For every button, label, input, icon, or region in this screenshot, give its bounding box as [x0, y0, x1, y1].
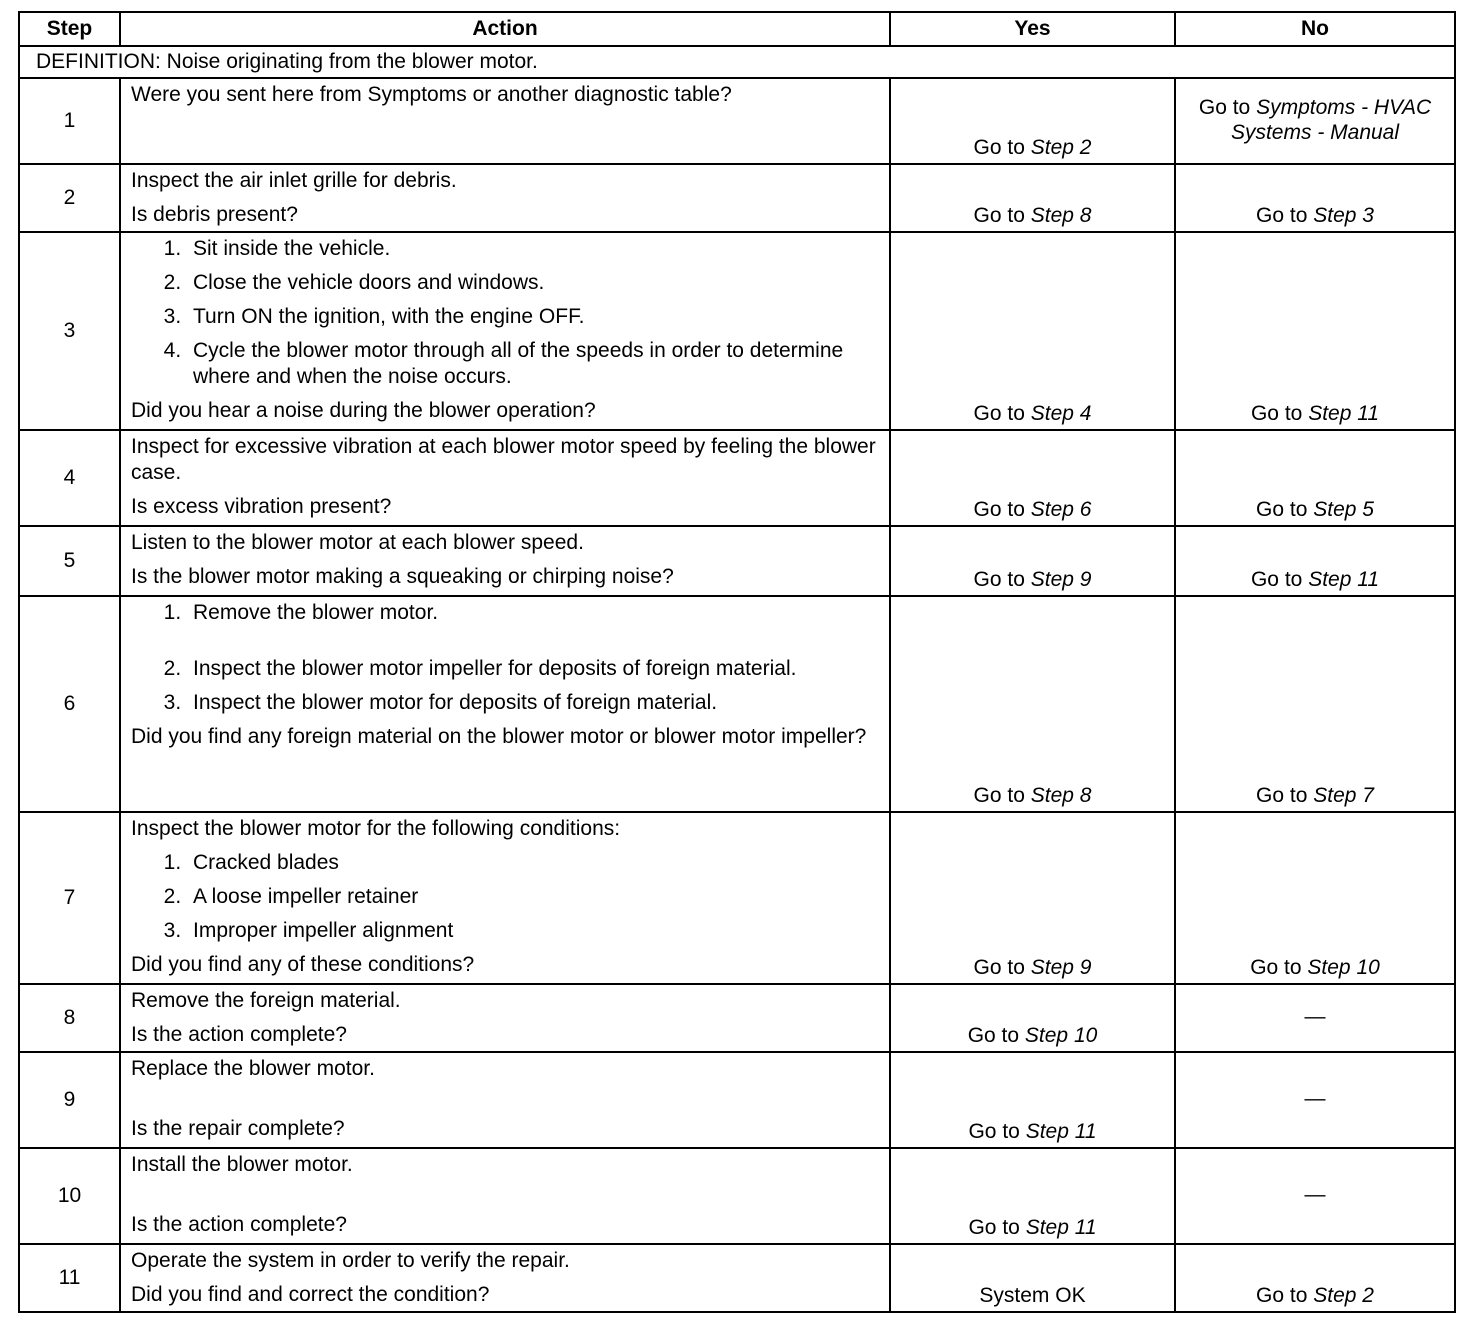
yes-cell — [890, 430, 1175, 526]
yes-cell — [890, 1148, 1175, 1244]
action-steps-list — [131, 600, 879, 716]
yes-prefix: Go to — [973, 568, 1025, 591]
table-row — [19, 164, 1455, 232]
yes-cell — [890, 164, 1175, 232]
action-intro: Install the blower motor. — [131, 1153, 353, 1176]
no-prefix: Go to — [1256, 784, 1308, 807]
no-target-link[interactable]: Step 2 — [1313, 1284, 1374, 1307]
yes-prefix: Go to — [973, 956, 1025, 979]
step-number: 10 — [19, 1148, 120, 1244]
yes-cell — [890, 232, 1175, 430]
list-item: 2. Close the vehicle doors and windows. — [187, 270, 879, 296]
action-cell — [120, 526, 890, 596]
table-row — [19, 984, 1455, 1052]
yes-cell — [890, 1052, 1175, 1148]
no-cell — [1175, 1148, 1455, 1244]
action-question: Is the action complete? — [131, 1213, 347, 1236]
yes-prefix: Go to — [973, 136, 1025, 159]
action-cell — [120, 1052, 890, 1148]
list-item: 3. Turn ON the ignition, with the engine OFF. — [187, 304, 879, 330]
action-cell — [120, 984, 890, 1052]
step-number: 9 — [19, 1052, 120, 1148]
no-target-link[interactable]: Step 10 — [1307, 956, 1380, 979]
action-intro: Inspect the air inlet grille for debris. — [131, 169, 457, 192]
no-prefix: Go to — [1250, 956, 1302, 979]
action-question: Is debris present? — [131, 203, 298, 226]
yes-target-link[interactable]: Step 4 — [1030, 402, 1092, 425]
table-row — [19, 232, 1455, 430]
step-number: 1 — [19, 78, 120, 164]
no-target-link[interactable]: Step 11 — [1308, 402, 1380, 425]
yes-target-link[interactable]: Step 11 — [1025, 1216, 1097, 1239]
action-question: Is the action complete? — [131, 1023, 347, 1046]
table-row — [19, 1148, 1455, 1244]
action-question: Is excess vibration present? — [131, 495, 392, 518]
list-item: 1. Remove the blower motor. — [187, 600, 879, 626]
header-yes: Yes — [890, 12, 1175, 46]
action-intro: Inspect for excessive vibration at each blower motor speed by feeling the blower case. — [131, 435, 876, 484]
definition-text: DEFINITION: Noise originating from the blower motor. — [19, 46, 1455, 78]
header-no: No — [1175, 12, 1455, 46]
no-target-link[interactable]: Symptoms - HVAC Systems - Manual — [1230, 96, 1432, 144]
header-step: Step — [19, 12, 120, 46]
action-question: Did you find and correct the condition? — [131, 1283, 490, 1306]
header-action: Action — [120, 12, 890, 46]
no-prefix: Go to — [1250, 402, 1303, 425]
no-dash: — — [1304, 1183, 1326, 1206]
definition-row — [19, 46, 1455, 78]
yes-target-link[interactable]: Step 10 — [1024, 1024, 1098, 1047]
yes-cell — [890, 812, 1175, 984]
action-cell — [120, 164, 890, 232]
yes-cell — [890, 984, 1175, 1052]
table-row — [19, 430, 1455, 526]
yes-target-link[interactable]: Step 11 — [1025, 1120, 1097, 1143]
step-number: 4 — [19, 430, 120, 526]
yes-target-link[interactable]: Step 9 — [1030, 956, 1092, 979]
no-cell — [1175, 526, 1455, 596]
table-row — [19, 1052, 1455, 1148]
step-number: 7 — [19, 812, 120, 984]
action-question: Is the blower motor making a squeaking or chirping noise? — [131, 565, 674, 588]
no-cell — [1175, 1052, 1455, 1148]
table-row — [19, 526, 1455, 596]
action-cell — [120, 812, 890, 984]
yes-result: System OK — [979, 1284, 1086, 1307]
no-cell — [1175, 430, 1455, 526]
yes-target-link[interactable]: Step 9 — [1030, 568, 1092, 591]
action-cell — [120, 596, 890, 812]
action-intro: Replace the blower motor. — [131, 1057, 375, 1080]
no-cell — [1175, 1244, 1455, 1312]
no-prefix: Go to — [1256, 1284, 1308, 1307]
action-cell — [120, 78, 890, 164]
yes-prefix: Go to — [968, 1120, 1020, 1143]
no-cell — [1175, 232, 1455, 430]
yes-cell — [890, 526, 1175, 596]
yes-prefix: Go to — [967, 1024, 1020, 1047]
step-number: 5 — [19, 526, 120, 596]
action-steps-list — [131, 236, 879, 390]
step-number: 3 — [19, 232, 120, 430]
yes-prefix: Go to — [973, 498, 1025, 521]
header-row — [19, 12, 1455, 46]
yes-target-link[interactable]: Step 2 — [1030, 136, 1092, 159]
action-intro: Listen to the blower motor at each blower speed. — [131, 531, 584, 554]
yes-prefix: Go to — [973, 204, 1025, 227]
no-cell — [1175, 78, 1455, 164]
yes-cell — [890, 78, 1175, 164]
table-row — [19, 1244, 1455, 1312]
no-cell — [1175, 164, 1455, 232]
no-prefix: Go to — [1198, 96, 1251, 119]
list-item: 3. Inspect the blower motor for deposits of foreign material. — [187, 690, 879, 716]
yes-target-link[interactable]: Step 8 — [1030, 784, 1092, 807]
action-intro: Remove the foreign material. — [131, 989, 401, 1012]
no-target-link[interactable]: Step 11 — [1308, 568, 1380, 591]
yes-target-link[interactable]: Step 6 — [1030, 498, 1092, 521]
no-target-link[interactable]: Step 7 — [1313, 784, 1374, 807]
no-prefix: Go to — [1256, 498, 1308, 521]
yes-target-link[interactable]: Step 8 — [1030, 204, 1092, 227]
list-item: 2. Inspect the blower motor impeller for deposits of foreign material. — [187, 656, 879, 682]
yes-cell — [890, 596, 1175, 812]
no-cell — [1175, 984, 1455, 1052]
no-cell — [1175, 596, 1455, 812]
no-target-link[interactable]: Step 5 — [1313, 498, 1374, 521]
action-cell — [120, 232, 890, 430]
action-question: Is the repair complete? — [131, 1117, 345, 1140]
action-intro: Operate the system in order to verify the repair. — [131, 1249, 570, 1272]
yes-prefix: Go to — [973, 784, 1025, 807]
action-question: Did you find any of these conditions? — [131, 953, 475, 976]
table-row — [19, 812, 1455, 984]
list-item: 2. A loose impeller retainer — [187, 884, 879, 910]
yes-prefix: Go to — [968, 1216, 1020, 1239]
diagnostic-table — [18, 11, 1456, 1313]
list-item: 1. Sit inside the vehicle. — [187, 236, 879, 262]
action-cell — [120, 1148, 890, 1244]
action-question: Did you hear a noise during the blower operation? — [131, 399, 596, 422]
table-row — [19, 596, 1455, 812]
table-row — [19, 78, 1455, 164]
step-number: 6 — [19, 596, 120, 812]
no-target-link[interactable]: Step 3 — [1313, 204, 1374, 227]
no-dash: — — [1304, 1005, 1326, 1028]
yes-prefix: Go to — [973, 402, 1025, 425]
no-prefix: Go to — [1256, 204, 1308, 227]
action-cell — [120, 1244, 890, 1312]
step-number: 2 — [19, 164, 120, 232]
step-number: 8 — [19, 984, 120, 1052]
action-intro: Inspect the blower motor for the following conditions: — [131, 817, 621, 840]
action-steps-list — [131, 850, 879, 944]
list-item: 4. Cycle the blower motor through all of the speeds in order to determine where and when the noise occurs. — [187, 338, 879, 390]
no-dash: — — [1304, 1087, 1326, 1110]
no-prefix: Go to — [1250, 568, 1303, 591]
list-item: 1. Cracked blades — [187, 850, 879, 876]
action-question: Did you find any foreign material on the blower motor or blower motor impeller? — [131, 725, 867, 748]
yes-cell — [890, 1244, 1175, 1312]
step-number: 11 — [19, 1244, 120, 1312]
no-cell — [1175, 812, 1455, 984]
action-question: Were you sent here from Symptoms or another diagnostic table? — [131, 83, 732, 106]
action-cell — [120, 430, 890, 526]
list-item: 3. Improper impeller alignment — [187, 918, 879, 944]
